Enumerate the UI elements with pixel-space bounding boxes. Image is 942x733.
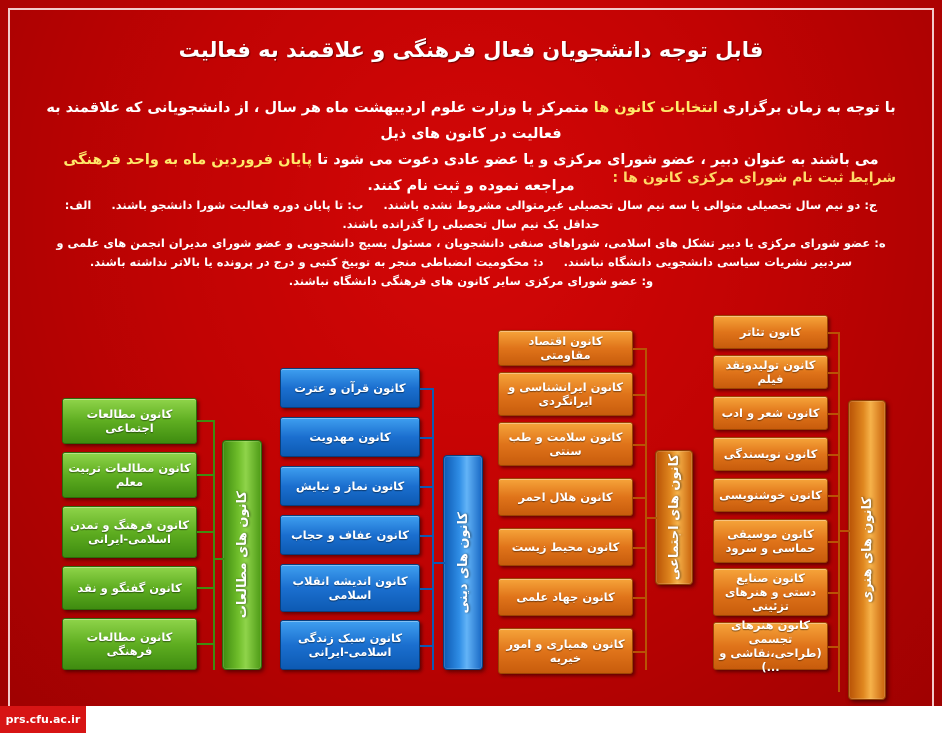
- connector-art-8: [828, 646, 839, 648]
- connector-social-aid-spine: [645, 348, 647, 670]
- node-art-8[interactable]: کانون هنرهای تجسمی (طراحی،نقاشی و ...): [713, 622, 828, 670]
- trunk-social-label: کانون های مطالعات: [234, 491, 250, 619]
- connector-religious-2: [420, 437, 433, 439]
- node-social-1[interactable]: کانون مطالعات اجتماعی: [62, 398, 197, 444]
- trunk-social-aid: [655, 450, 693, 585]
- trunk-social-aid-label: کانون های اجتماعی: [666, 454, 682, 581]
- node-social-aid-5[interactable]: کانون محیط زیست: [498, 528, 633, 566]
- condition-text-5: ه: عضو شورای مرکزی یا دبیر تشکل های اسلامی، شوراهای صنفی دانشجویان ، مسئول بسیج دانشجویی و عضو شورای مدیران انجمن های علمی و سردبیر نشریات سیاسی دانشجویی دانشگاه نباشند.: [56, 236, 886, 269]
- intro-part-1: با توجه به زمان برگزاری: [717, 100, 896, 116]
- trunk-social: [222, 440, 262, 670]
- condition-item-1: [46, 196, 896, 234]
- trunk-religious-label: کانون های دینی: [455, 511, 471, 614]
- connector-religious-spine: [432, 388, 434, 670]
- connector-religious-4: [420, 535, 433, 537]
- connector-social-aid-1: [633, 348, 646, 350]
- connector-art-5: [828, 495, 839, 497]
- connector-social-aid-4: [633, 497, 646, 499]
- connector-social-aid-6: [633, 597, 646, 599]
- node-art-6[interactable]: کانون موسیقی حماسی و سرود: [713, 519, 828, 563]
- intro-highlight-1: انتخابات کانون ها: [593, 100, 718, 116]
- node-social-5[interactable]: کانون مطالعات فرهنگی: [62, 618, 197, 670]
- condition-text-4: د: محکومیت انضباطی منجر به توبیخ کتبی و درج در پرونده یا بالاتر نداشته باشند.: [89, 255, 544, 269]
- connector-art-7: [828, 592, 839, 594]
- site-url[interactable]: prs.cfu.ac.ir: [0, 706, 86, 733]
- node-religious-6[interactable]: کانون سبک زندگی اسلامی-ایرانی: [280, 620, 420, 670]
- conditions-subtitle: شرایط ثبت نام شورای مرکزی کانون ها :: [612, 170, 896, 186]
- node-social-2[interactable]: کانون مطالعات تربیت معلم: [62, 452, 197, 498]
- node-social-3[interactable]: کانون فرهنگ و تمدن اسلامی-ایرانی: [62, 506, 197, 558]
- connector-art-6: [828, 541, 839, 543]
- condition-text-1: الف: حداقل یک نیم سال تحصیلی را گذرانده باشند.: [64, 198, 600, 231]
- node-social-aid-4[interactable]: کانون هلال احمر: [498, 478, 633, 516]
- intro-highlight-2: پایان فروردین ماه به واحد فرهنگی: [63, 152, 313, 168]
- node-art-5[interactable]: کانون خوشنویسی: [713, 478, 828, 512]
- intro-part-3: می باشند به عنوان دبیر ، عضو شورای مرکزی و یا عضو عادی دعوت می شود تا: [312, 152, 879, 168]
- node-social-aid-6[interactable]: کانون جهاد علمی: [498, 578, 633, 616]
- condition-item-3: [46, 272, 896, 291]
- connector-social-1: [197, 420, 213, 422]
- connector-art-spine: [838, 332, 840, 692]
- connector-art-trunk: [838, 530, 850, 532]
- trunk-art: [848, 400, 886, 700]
- connector-social-3: [197, 531, 213, 533]
- connector-social-aid-3: [633, 444, 646, 446]
- connector-social-spine: [213, 420, 215, 670]
- node-social-aid-7[interactable]: کانون همیاری و امور خیریه: [498, 628, 633, 674]
- node-art-2[interactable]: کانون تولیدونقد فیلم: [713, 355, 828, 389]
- node-social-4[interactable]: کانون گفتگو و نقد: [62, 566, 197, 610]
- connector-art-3: [828, 413, 839, 415]
- condition-text-6: و: عضو شورای مرکزی سایر کانون های فرهنگی دانشگاه نباشند.: [288, 274, 654, 288]
- node-art-4[interactable]: کانون نویسندگی: [713, 437, 828, 471]
- node-religious-4[interactable]: کانون عفاف و حجاب: [280, 515, 420, 555]
- node-art-3[interactable]: کانون شعر و ادب: [713, 396, 828, 430]
- connector-social-4: [197, 587, 213, 589]
- trunk-religious: [443, 455, 483, 670]
- node-social-aid-3[interactable]: کانون سلامت و طب سنتی: [498, 422, 633, 466]
- node-social-aid-1[interactable]: کانون اقتصاد مقاومتی: [498, 330, 633, 366]
- connector-social-aid-7: [633, 651, 646, 653]
- node-religious-5[interactable]: کانون اندیشه انقلاب اسلامی: [280, 564, 420, 612]
- connector-social-2: [197, 474, 213, 476]
- connector-social-aid-trunk: [645, 517, 657, 519]
- connector-social-5: [197, 643, 213, 645]
- connector-art-4: [828, 454, 839, 456]
- intro-part-4: مراجعه نموده و ثبت نام کنند.: [367, 178, 575, 194]
- node-religious-2[interactable]: کانون مهدویت: [280, 417, 420, 457]
- condition-text-2: ب: تا پایان دوره فعالیت شورا دانشجو باشند.: [111, 198, 364, 212]
- node-art-1[interactable]: کانون تئاتر: [713, 315, 828, 349]
- node-religious-3[interactable]: کانون نماز و نیایش: [280, 466, 420, 506]
- conditions-list: [46, 196, 896, 291]
- footer-bar: [0, 706, 942, 733]
- condition-text-3: ج: دو نیم سال تحصیلی متوالی یا سه نیم سال تحصیلی غیرمتوالی مشروط نشده باشند.: [383, 198, 878, 212]
- connector-social-trunk: [213, 558, 225, 560]
- condition-item-2: [46, 234, 896, 272]
- intro-part-2: متمرکز با وزارت علوم اردیبهشت ماه هر سال ، از دانشجویانی که علاقمند به فعالیت در کانون های ذیل: [46, 100, 594, 142]
- trunk-art-label: کانون های هنری: [859, 497, 875, 603]
- connector-religious-trunk: [432, 562, 445, 564]
- connector-social-aid-2: [633, 394, 646, 396]
- node-religious-1[interactable]: کانون قرآن و عترت: [280, 368, 420, 408]
- node-art-7[interactable]: کانون صنایع دستی و هنرهای تزئینی: [713, 568, 828, 616]
- connector-religious-1: [420, 388, 433, 390]
- connector-art-1: [828, 332, 839, 334]
- connector-religious-6: [420, 645, 433, 647]
- connector-social-aid-5: [633, 547, 646, 549]
- connector-religious-3: [420, 486, 433, 488]
- connector-art-2: [828, 372, 839, 374]
- node-social-aid-2[interactable]: کانون ایرانشناسی و ایرانگردی: [498, 372, 633, 416]
- organization-diagram: [0, 300, 942, 700]
- page-title: قابل توجه دانشجویان فعال فرهنگی و علاقمند به فعالیت: [178, 38, 764, 62]
- connector-religious-5: [420, 588, 433, 590]
